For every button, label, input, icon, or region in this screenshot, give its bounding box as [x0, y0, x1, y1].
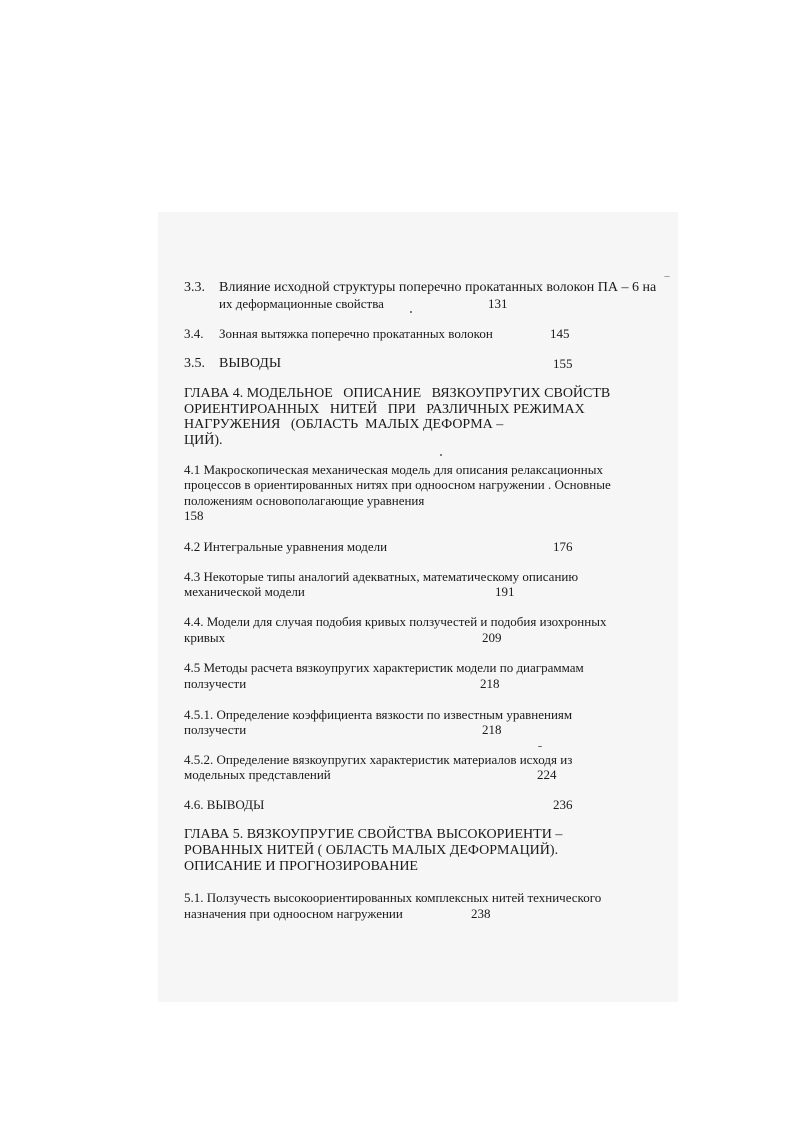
- page-number: 218: [482, 722, 502, 737]
- page-number: 209: [482, 630, 502, 645]
- page-number: 176: [553, 539, 573, 554]
- entry-title-line1: 4.5 Методы расчета вязкоупругих характеристик модели по диаграммам: [184, 660, 584, 675]
- entry-title-line1: 4.3 Некоторые типы аналогий адекватных, математическому описанию: [184, 569, 579, 584]
- chapter-heading-line3: НАГРУЖЕНИЯ (ОБЛАСТЬ МАЛЫХ ДЕФОРМА –: [184, 417, 504, 432]
- section-number: 3.3.: [184, 280, 205, 295]
- entry-title-line2: процессов в ориентированных нитях при одноосном нагружении . Основные: [184, 477, 611, 492]
- chapter-heading-line2: ОРИЕНТИРОАННЫХ НИТЕЙ ПРИ РАЗЛИЧНЫХ РЕЖИМАХ: [184, 402, 585, 417]
- section-number: 3.5.: [184, 356, 205, 371]
- entry-title-line1: 4.5.1. Определение коэффициента вязкости по известным уравнениям: [184, 707, 573, 722]
- entry-title-line2: механической модели: [184, 584, 305, 599]
- page-number: 218: [480, 676, 500, 691]
- page-number: 131: [488, 296, 508, 311]
- chapter-heading-line2: РОВАННЫХ НИТЕЙ ( ОБЛАСТЬ МАЛЫХ ДЕФОРМАЦИЙ).: [184, 843, 559, 858]
- entry-title-line1: 4.4. Модели для случая подобия кривых ползучестей и подобия изохронных: [184, 614, 607, 629]
- entry-title-line2: назначения при одноосном нагружении: [184, 906, 403, 921]
- entry-title-line2: кривых: [184, 630, 226, 645]
- page-number: 158: [184, 508, 204, 523]
- page-number: 145: [550, 326, 570, 341]
- chapter-heading-line4: ЦИЙ).: [184, 433, 223, 448]
- entry-title-line2: их деформационные свойства: [219, 296, 384, 311]
- chapter-heading-line1: ГЛАВА 5. ВЯЗКОУПРУГИЕ СВОЙСТВА ВЫСОКОРИЕНТИ –: [184, 827, 563, 842]
- entry-title-line2: ползучести: [184, 722, 247, 737]
- entry-title-line2: ползучести: [184, 676, 247, 691]
- entry-title: Зонная вытяжка поперечно прокатанных волокон: [219, 326, 493, 341]
- entry-title-line1: 5.1. Ползучесть высокоориентированных комплексных нитей технического: [184, 890, 602, 905]
- page-number: 191: [495, 584, 515, 599]
- page-number: 238: [471, 906, 491, 921]
- scan-speck: [538, 746, 542, 747]
- scan-speck: [410, 311, 412, 313]
- entry-title-line1: Влияние исходной структуры поперечно прокатанных волокон ПА – 6 на: [219, 280, 657, 295]
- entry-title-line1: 4.5.2. Определение вязкоупругих характеристик материалов исходя из: [184, 752, 573, 767]
- entry-title-line3: положениям основополагающие уравнения: [184, 493, 425, 508]
- entry-title: ВЫВОДЫ: [219, 356, 282, 371]
- entry-title: 4.2 Интегральные уравнения модели: [184, 539, 388, 554]
- chapter-heading-line3: ОПИСАНИЕ И ПРОГНОЗИРОВАНИЕ: [184, 859, 418, 874]
- entry-title-line2: модельных представлений: [184, 767, 331, 782]
- section-number: 3.4.: [184, 326, 204, 341]
- entry-title-line1: 4.1 Макроскопическая механическая модель для описания релаксационных: [184, 462, 603, 477]
- page-number: 224: [537, 767, 557, 782]
- page-number: 236: [553, 797, 573, 812]
- entry-title: 4.6. ВЫВОДЫ: [184, 797, 265, 812]
- page-number: 155: [553, 356, 573, 371]
- scan-speck: [440, 454, 442, 456]
- chapter-heading-line1: ГЛАВА 4. МОДЕЛЬНОЕ ОПИСАНИЕ ВЯЗКОУПРУГИХ СВОЙСТВ: [184, 386, 611, 401]
- scan-speck: [664, 276, 670, 277]
